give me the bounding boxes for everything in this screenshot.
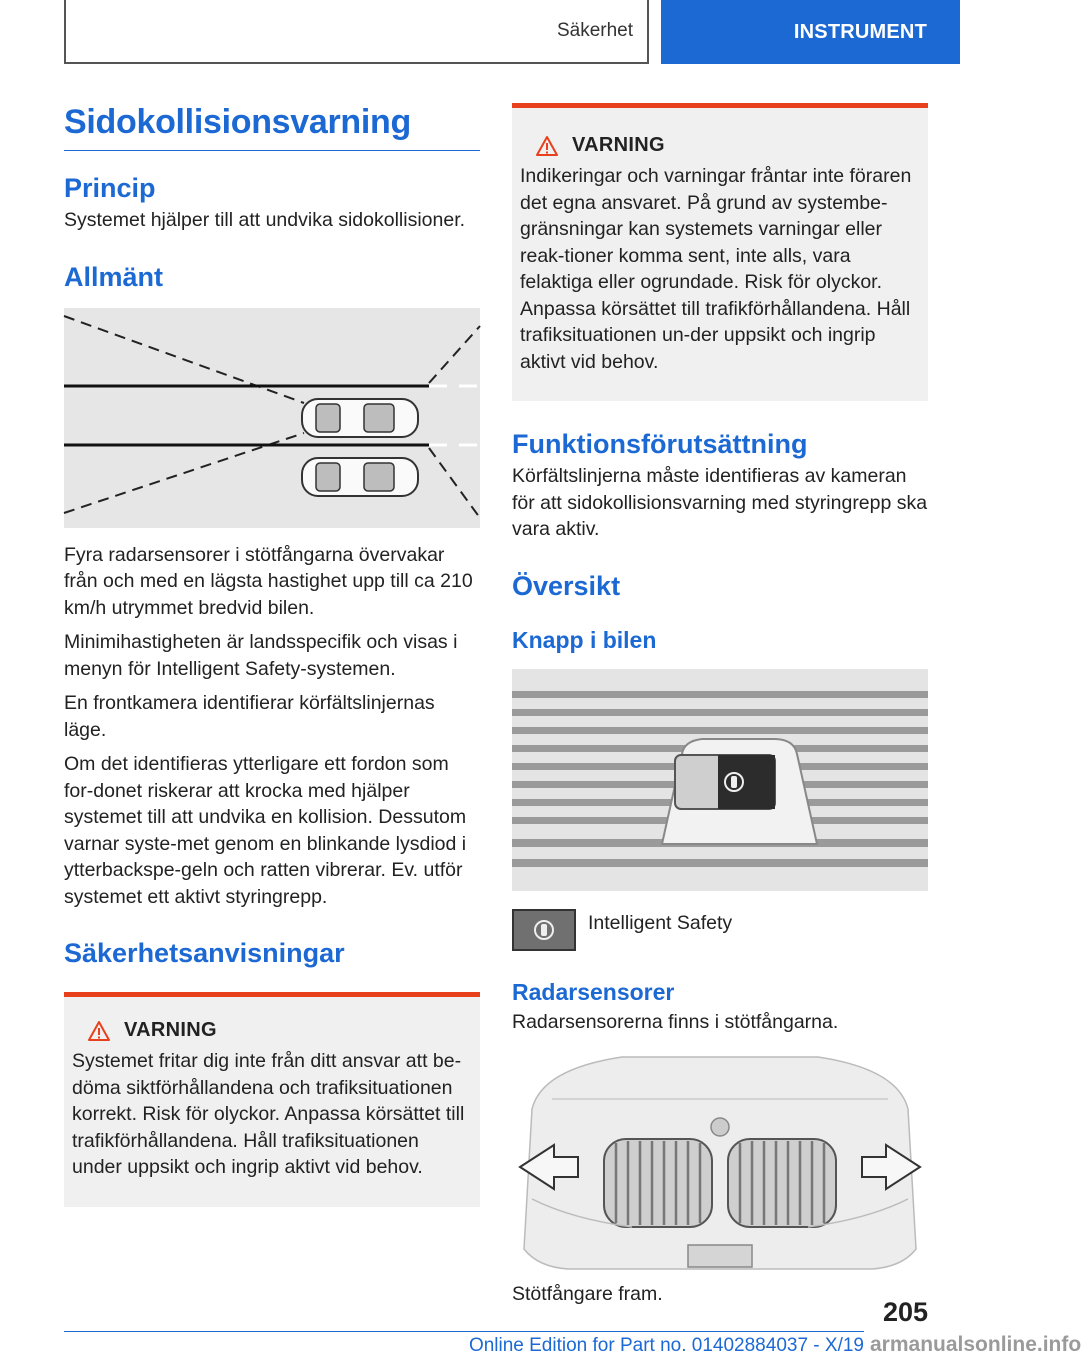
general-heading: Allmänt [64,261,164,292]
safety-heading: Säkerhetsanvisningar [64,938,345,968]
header-section-tab [64,0,649,64]
intelligent-safety-button [512,909,576,951]
warning-box-left [64,992,480,1207]
right-column [512,103,928,1308]
lane-diagram [64,308,480,528]
bumper-caption: Stötfångare fram. [512,1283,663,1305]
general-paragraph-2: Minimihastigheten är landsspecifik och visas i menyn för Intelligent Safety-systemen. [64,631,458,680]
requirement-heading: Funktionsförutsättning [512,429,808,459]
general-paragraph-3: En frontkamera identifierar körfältslinjernas läge. [64,692,435,741]
car-bottom [302,458,418,496]
warning-label: VARNING [572,134,665,156]
header-chapter-label: INSTRUMENT [793,20,927,43]
page-number: 205 [882,1297,928,1327]
requirement-text: Körfältslinjerna måste identifieras av kameran för att sidokollisionsvarning med styringrepp ska vara aktiv. [512,465,928,540]
warning-box-right [512,103,928,401]
bumper-photo [512,1049,928,1271]
general-paragraph-4: Om det identifieras ytterligare ett fordon som for-donet riskerar att krocka med hjälper systemet till att undvika en kollision. Dessutom varnar syste-met genom en blinkande lysdiod i ytterbackspe-geln och ratten vibrerar. Ev. utför systemet ett aktivt styringrepp. [64,753,467,908]
bumper-photo-figure [512,1049,928,1271]
lane-diagram-figure [64,308,480,528]
warning-header [520,134,920,157]
left-column [64,100,480,1207]
footer-edition: Online Edition for Part no. 01402884037 - X/19 [468,1335,864,1356]
intelligent-safety-icon [532,918,556,942]
warning-triangle-icon [536,136,558,156]
watermark: armanualsonline.info [870,1333,1081,1356]
warning-triangle-icon [88,1021,110,1041]
button-legend [512,909,928,951]
principle-heading: Princip [64,173,156,203]
principle-text: Systemet hjälper till att undvika sidokollisioner. [64,209,466,231]
radar-text: Radarsensorerna finns i stötfångarna. [512,1010,839,1033]
button-photo-figure [512,669,928,891]
page-title: Sidokollisionsvarning [64,100,480,151]
warning-header [72,1019,472,1042]
warning-text: Indikeringar och varningar fråntar inte föraren det egna ansvaret. På grund av systembe-gränsningar kan systemets varningar eller reak-tioner komma sent, inte alls, vara felaktiga eller ogrundade. Risk för olyckor. Anpassa körsättet till trafikförhållandena. Håll trafiksituationen un-der uppsikt och ingrip aktivt vid behov. [520,165,912,373]
car-top [302,399,418,437]
footer-divider [64,1331,864,1332]
header-chapter-tab [661,0,960,64]
warning-label: VARNING [124,1019,217,1041]
general-paragraph-1: Fyra radarsensorer i stötfångarna övervakar från och med en lägsta hastighet upp till ca 210 km/h utrymmet bredvid bilen. [64,543,473,619]
button-photo [512,669,928,891]
button-heading: Knapp i bilen [512,626,657,653]
warning-text: Systemet fritar dig inte från ditt ansvar att be-döma siktförhållandena och trafiksituationen korrekt. Risk för olyckor. Anpassa körsättet till trafikförhållandena. Håll trafiksituationen under uppsikt och ingrip aktivt vid behov. [72,1050,465,1178]
radar-heading: Radarsensorer [512,978,675,1005]
overview-heading: Översikt [512,570,621,601]
button-caption: Intelligent Safety [588,911,733,934]
header-section-label: Säkerhet [556,20,633,41]
